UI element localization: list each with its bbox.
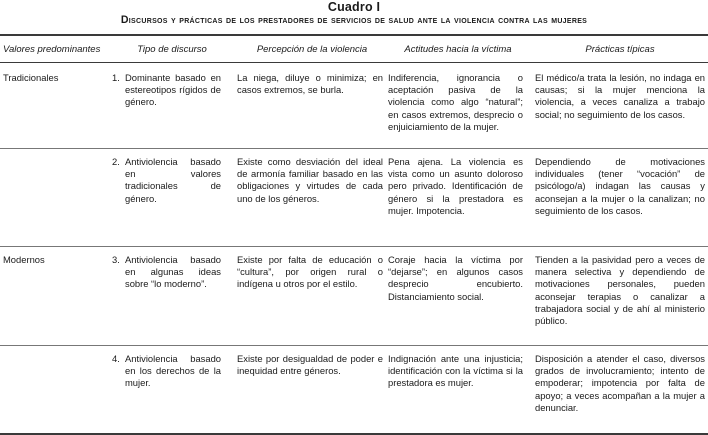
- row-divider: [0, 246, 708, 247]
- header-discurso: Tipo de discurso: [137, 44, 207, 55]
- row-divider: [0, 345, 708, 346]
- cell-actitudes: Indiferencia, ignorancia o aceptación pasiva de la violencia como algo “natural”; en casos extremos, desprecio o enjuiciamiento de la mujer.: [388, 72, 523, 132]
- row-number: 4.: [112, 353, 120, 364]
- cell-discurso: Antiviolencia basado en valores tradicionales de género.: [125, 156, 221, 204]
- header-actitudes: Actitudes hacia la víctima: [404, 44, 512, 55]
- bottom-rule: [0, 433, 708, 435]
- top-rule: [0, 34, 708, 36]
- header-practicas: Prácticas típicas: [585, 44, 655, 55]
- cell-percepcion: Existe por desigualdad de poder e inequidad entre géneros.: [237, 353, 383, 377]
- cell-valores: Tradicionales: [3, 72, 59, 83]
- cell-percepcion: Existe por falta de educación o “cultura”, por origen rural o indígena u otros por el estilo.: [237, 254, 383, 290]
- header-valores: Valores predominantes: [3, 44, 101, 55]
- cell-discurso: Antiviolencia basado en los derechos de la mujer.: [125, 353, 221, 389]
- cell-practicas: Tienden a la pasividad pero a veces de manera selectiva y dependiendo de motivaciones personales, pueden aconsejar terapias o canalizar a trabajadora social y de ahí al ministerio público.: [535, 254, 705, 327]
- cell-actitudes: Pena ajena. La violencia es vista como un asunto doloroso pero privado. Identificación de género si la prestadora es mujer. Impotencia.: [388, 156, 523, 216]
- cell-practicas: El médico/a trata la lesión, no indaga en causas; si la mujer menciona la violencia, a veces canaliza a trabajo social; no seguimiento de los casos.: [535, 72, 705, 120]
- cell-actitudes: Indignación ante una injusticia; identificación con la víctima si la prestadora es mujer.: [388, 353, 523, 389]
- cell-actitudes: Coraje hacia la víctima por “dejarse”; en algunos casos desprecio encubierto. Distanciamiento social.: [388, 254, 523, 302]
- cell-valores: Modernos: [3, 254, 45, 265]
- header-rule: [0, 62, 708, 63]
- cell-practicas: Dependiendo de motivaciones individuales (tener “vocación” de psicólogo/a) indagan las causas y aconsejan a la mujer o la canalizan; no seguimiento de los casos.: [535, 156, 705, 216]
- cell-discurso: Antiviolencia basado en algunas ideas sobre “lo moderno”.: [125, 254, 221, 290]
- row-number: 2.: [112, 156, 120, 167]
- cell-percepcion: Existe como desviación del ideal de armonía familiar basado en las obligaciones y virtudes de cada uno de los géneros.: [237, 156, 383, 204]
- row-number: 1.: [112, 72, 120, 83]
- table-title: Cuadro I: [327, 0, 381, 14]
- cell-practicas: Disposición a atender el caso, diversos grados de involucramiento; intento de empoderar; impotencia por falta de apoyo; a veces acompañan a la mujer a denunciar.: [535, 353, 705, 413]
- header-percepcion: Percepción de la violencia: [256, 44, 368, 55]
- row-number: 3.: [112, 254, 120, 265]
- cell-percepcion: La niega, diluye o minimiza; en casos extremos, se burla.: [237, 72, 383, 96]
- row-divider: [0, 148, 708, 149]
- cell-discurso: Dominante basado en estereotipos rígidos de género.: [125, 72, 221, 108]
- table-subtitle: Discursos y prácticas de los prestadores de servicios de salud ante la violencia contra las mujeres: [120, 14, 588, 26]
